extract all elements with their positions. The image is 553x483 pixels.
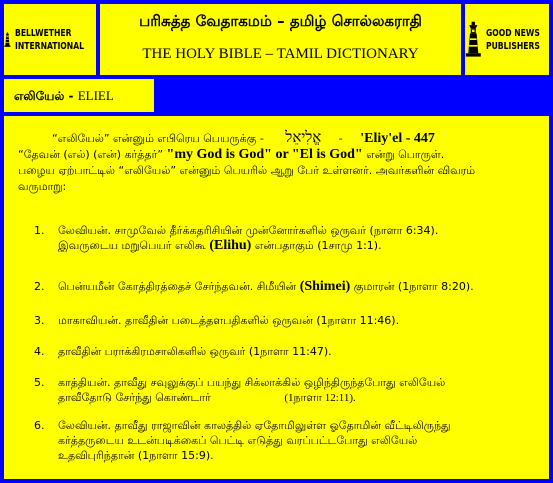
left-logo-line2: INTERNATIONAL <box>14 40 84 52</box>
intro-paragraph <box>18 129 546 195</box>
item-6-line-2: கர்த்தருடைய உடன்படிக்கைப் பெட்டி எடுத்து வரப்பட்டபோது எலியேல் <box>58 434 418 447</box>
item-6-line-1: லேவியன். தாவீது ராஜாவின் காலத்தில் ஏதோமிலுள்ள ஓதோமின் வீட்டிலிருந்து <box>58 419 451 432</box>
item-1-name-english: (Elihu) <box>209 238 252 253</box>
entry-word <box>4 79 154 112</box>
item-5-line-1: காத்தியன். தாவீது சவுலுக்குப் பயந்து சிக்லாக்கில் ஒழிந்திருந்தபோது எலியேல் <box>58 376 446 389</box>
entry-separator: - <box>68 89 74 103</box>
good-news-logo <box>465 4 549 75</box>
item-number: 3. <box>34 314 45 327</box>
transliteration: 'Eliy'el - 447 <box>360 131 435 146</box>
intro-line-2 <box>18 147 546 163</box>
item-2-text-a: பென்யமீன் கோத்திரத்தைச் சேர்ந்தவன். சிமீயின் <box>58 280 297 293</box>
meaning-english: "my God is God" or "El is God" <box>166 147 363 162</box>
item-5-text: தாவீதோடு சேர்ந்து கொண்டார் <box>58 391 211 404</box>
entry-tamil: எலியேல் <box>14 89 65 103</box>
intro-meaning-suffix: என்று பொருள். <box>366 148 445 161</box>
intro-dash: - <box>338 132 343 145</box>
item-5-reference: (1நாளா 12:11). <box>284 392 356 404</box>
lighthouse-icon <box>4 18 11 62</box>
entry-english: ELIEL <box>77 88 114 103</box>
item-1-text-a: இவருடைய மறுபெயர் எலிகூ <box>58 239 206 252</box>
item-number: 1. <box>34 224 45 237</box>
item-2-text-b: குமாரன் (1நாளா 8:20). <box>353 280 474 293</box>
intro-line-1 <box>18 129 546 147</box>
title-english: THE HOLY BIBLE – TAMIL DICTIONARY <box>142 46 419 62</box>
item-3-line-1: மாகாவியன். தாவீதின் படைத்தளபதிகளில் ஒருவன் (1நாளா 11:46). <box>58 314 400 327</box>
bellwether-logo <box>4 4 96 75</box>
item-5-line-2 <box>58 390 546 406</box>
right-logo-line2: PUBLISHERS <box>485 40 540 52</box>
title-tamil: பரிசுத்த வேதாகமம் – தமிழ் சொல்லகராதி <box>139 12 422 30</box>
left-logo-line1: BELLWETHER <box>14 27 72 39</box>
item-number: 6. <box>34 419 45 432</box>
intro-line-3: பழைய ஏற்பாட்டில் “எலியேல்” என்னும் பெயரில் ஆறு பேர் உள்ளனர். அவர்களின் விவரம் <box>18 164 476 177</box>
definition-panel <box>4 116 549 479</box>
item-2-line-1 <box>58 279 546 294</box>
item-number: 2. <box>34 280 45 293</box>
item-number: 5. <box>34 376 45 389</box>
item-4-line-1: தாவீதின் பராக்கிரமசாலிகளில் ஒருவர் (1நாளா 11:47). <box>58 345 332 358</box>
hebrew-word: אֱלִיאֵל <box>285 128 322 146</box>
dictionary-header <box>100 4 461 75</box>
item-number: 4. <box>34 345 45 358</box>
intro-line-4: வருமாறு: <box>18 180 67 193</box>
item-1-line-1: லேவியன். சாமுவேல் தீர்க்கதரிசியின் முன்னோர்களில் ஒருவர் (நாளா 6:34). <box>58 224 439 237</box>
intro-meaning-tamil: “தேவன் (எல்) (என்) கர்த்தர்” <box>18 148 164 161</box>
item-1-line-2 <box>58 238 546 253</box>
intro-text-a: “எலியேல்” என்னும் எபிரெய பெயருக்கு - <box>52 132 264 145</box>
item-1-text-b: என்பதாகும் (1சாமு 1:1). <box>254 239 382 252</box>
item-2-name-english: (Shimei) <box>299 279 351 294</box>
item-6-line-3: உதவிபுரிந்தான் (1நாளா 15:9). <box>58 449 214 462</box>
right-logo-line1: GOOD NEWS <box>485 27 540 39</box>
lighthouse-icon <box>465 18 482 62</box>
